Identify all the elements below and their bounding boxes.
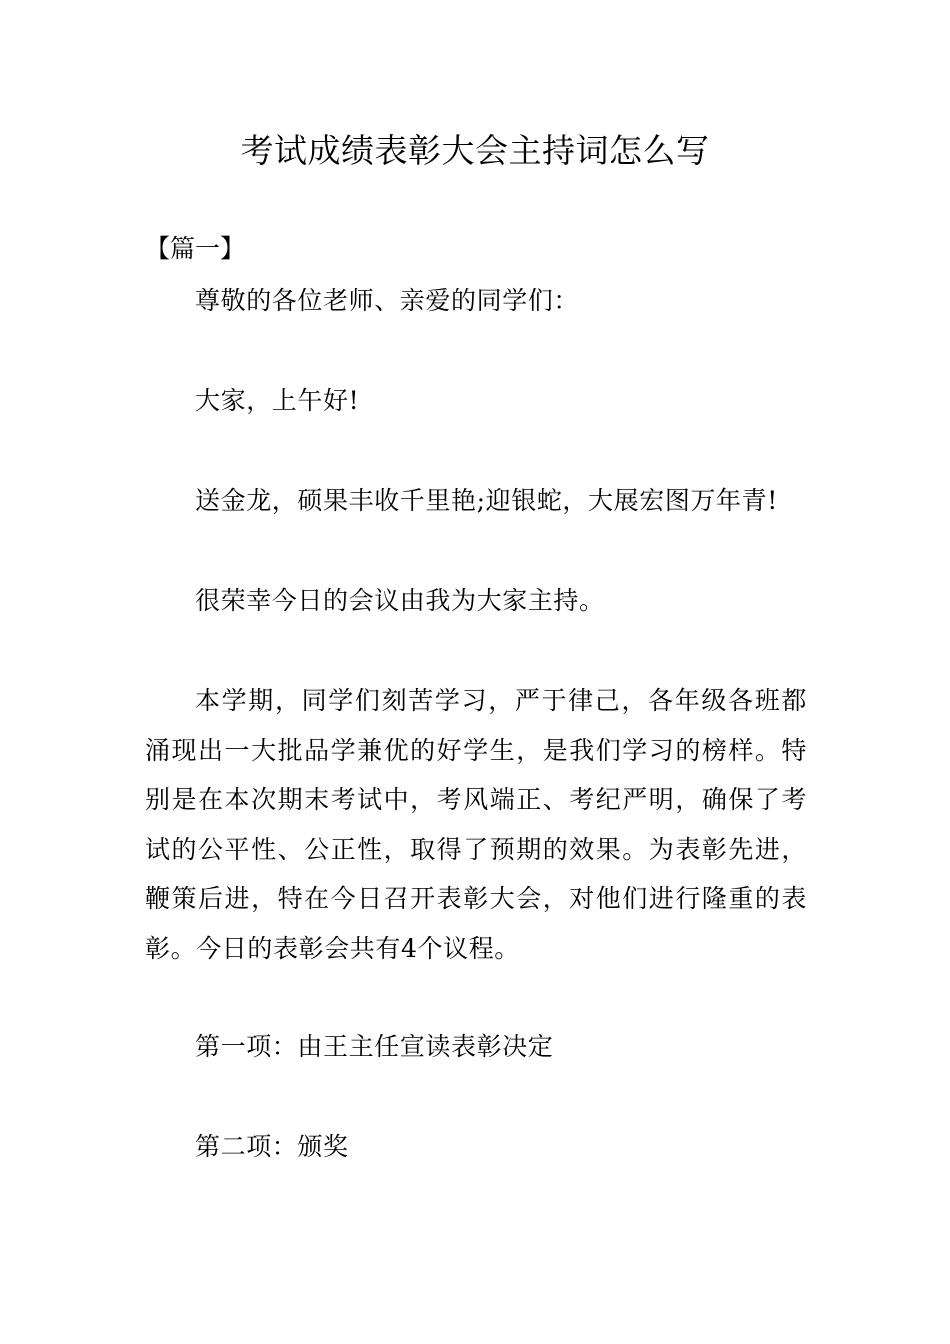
- paragraph-greeting: 尊敬的各位老师、亲爱的同学们：: [195, 286, 580, 315]
- section-label: 【篇一】: [145, 234, 246, 263]
- paragraph-host-intro: 很荣幸今日的会议由我为大家主持。: [195, 586, 605, 615]
- document-title: 考试成绩表彰大会主持词怎么写: [240, 131, 710, 170]
- paragraph-semester-summary: 本学期，同学们刻苦学习，严于律己，各年级各班都涌现出一大批品学兼优的好学生，是我们学习的榜样。特别是在本次期末考试中，考风端正、考纪严明，确保了考试的公平性、公正性，取得了预期的效果。为表彰先进，鞭策后进，特在今日召开表彰大会，对他们进行隆重的表彰。今日的表彰会共有4个议程。: [145, 686, 807, 963]
- paragraph-couplet: 送金龙，硕果丰收千里艳;迎银蛇，大展宏图万年青!: [195, 486, 778, 515]
- paragraph-agenda-item-1: 第一项：由王主任宣读表彰决定: [195, 1032, 554, 1061]
- paragraph-good-morning: 大家，上午好!: [195, 386, 360, 415]
- paragraph-agenda-item-2: 第二项：颁奖: [195, 1132, 349, 1161]
